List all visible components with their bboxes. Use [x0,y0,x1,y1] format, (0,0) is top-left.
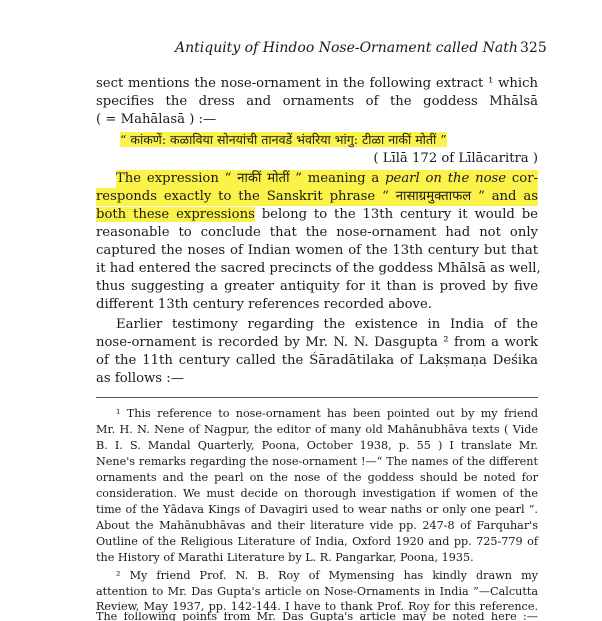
body-line: nose-ornament is recorded by Mr. N. N. Dasgupta ² from a work [96,335,538,350]
footnote-line: time of the Yādava Kings of Davagiri used to wear naths or only one pearl ”. [96,503,538,516]
body-line: both these expressions belong to the 13th century it would be [96,207,538,222]
body-line: different 13th century references recorded above. [96,297,432,312]
footnote-line: The following points from Mr. Das Gupta's article may be noted here :— [96,612,538,621]
body-line: captured the noses of Indian women of the 13th century but that [96,243,538,258]
footnote-line: ornaments and the pearl on the nose of the goddess should be noted for [96,471,538,484]
footnote-line: attention to Mr. Das Gupta's article on Nose-Ornaments in India ”—Calcutta [96,585,538,598]
footnote-line: Nene's remarks regarding the nose-ornament !—“ The names of the different [96,455,538,468]
footnote-line: Review, May 1937, pp. 142-144. I have to thank Prof. Roy for this reference. [96,600,538,613]
quote-citation: ( Līlā 172 of Līlācaritra ) [373,151,538,166]
body-line-highlighted: responds exactly to the Sanskrit phrase “ नासाग्रमुक्ताफल ” and as [96,189,538,204]
footnote-line: About the Mahānubhāvas and their literature vide pp. 247-8 of Farquhar's [96,519,538,532]
footnote-line: Outline of the Religious Literature of India, Oxford 1920 and pp. 725-779 of [96,535,538,548]
footnote-rule [96,397,538,398]
body-line: of the 11th century called the Śāradātilaka of Lakṣmaṇa Deśika [96,353,538,368]
body-line: it had entered the sacred precincts of the goddess Mhālsā as well, [96,261,541,276]
body-line: Earlier testimony regarding the existence in India of the [116,317,538,332]
devanagari-quote: “ कांकणें: कळाविया सोनयांची तानवडें भंवरिया भांगु: टीळा नाकीं मोतीं ” [120,132,447,147]
running-title: Antiquity of Hindoo Nose-Ornament called Nath [175,40,518,56]
body-line: sect mentions the nose-ornament in the following extract ¹ which [96,76,538,91]
body-line: ( = Mahālasā ) :— [96,112,217,127]
footnote-line: ¹ This reference to nose-ornament has been pointed out by my friend [116,407,538,420]
footnote-line: B. I. S. Mandal Quarterly, Poona, October 1938, p. 55 ) I translate Mr. [96,439,538,452]
body-line: specifies the dress and ornaments of the goddess Mhālsā [96,94,538,109]
footnote-line: Mr. H. N. Nene of Nagpur, the editor of many old Mahānubhāva texts ( Vide [96,423,538,436]
footnote-line: consideration. We must decide on thorough investigation if women of the [96,487,538,500]
body-line: reasonable to conclude that the nose-ornament had not only [96,225,538,240]
running-header [0,40,602,60]
footnote-line: ² My friend Prof. N. B. Roy of Mymensing has kindly drawn my [116,569,538,582]
body-line: thus suggesting a greater antiquity for it than is proved by five [96,279,538,294]
footnote-line: the History of Marathi Literature by L. R. Pangarkar, Poona, 1935. [96,551,474,564]
body-line-highlighted: The expression “ नाकीं मोतीं ” meaning a pearl on the nose cor- [116,171,538,186]
page-number: 325 [520,40,547,56]
body-line: as follows :— [96,371,184,386]
